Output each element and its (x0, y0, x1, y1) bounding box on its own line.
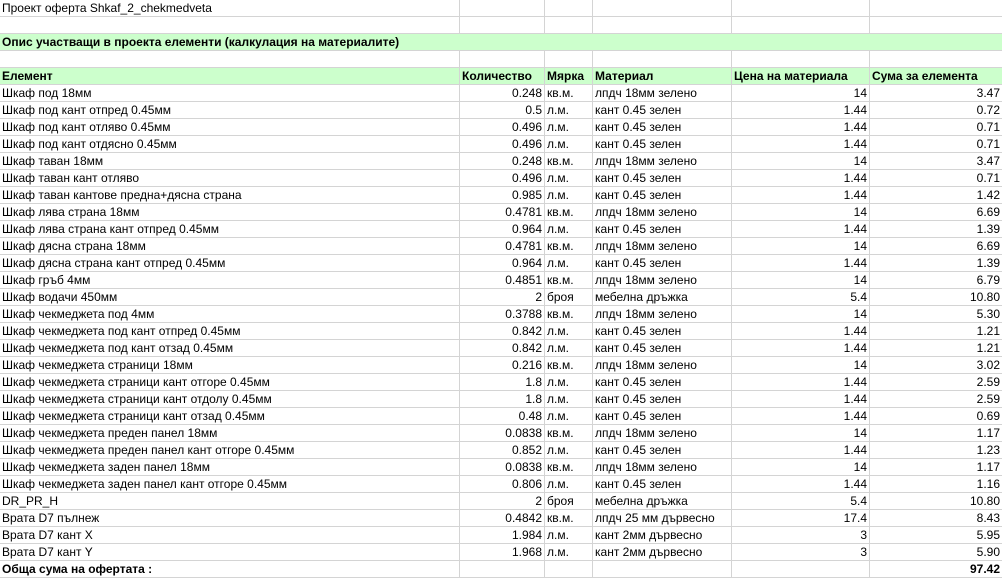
cell-element[interactable]: Шкаф чекмеджета страници 18мм (0, 357, 460, 374)
empty-cell[interactable] (732, 561, 870, 578)
cell-unit[interactable]: кв.м. (545, 272, 593, 289)
cell-sum[interactable]: 1.17 (870, 425, 1002, 442)
table-row (0, 442, 1002, 459)
table-row (0, 425, 1002, 442)
cell-material[interactable]: лпдч 18мм зелено (593, 204, 732, 221)
cell-element[interactable]: Шкаф чекмеджета преден панел кант отгоре 0.45мм (0, 442, 460, 459)
cell-element[interactable]: Шкаф дясна страна кант отпред 0.45мм (0, 255, 460, 272)
cell-unit[interactable]: кв.м. (545, 459, 593, 476)
cell-price[interactable]: 17.4 (732, 510, 870, 527)
cell-sum[interactable]: 6.79 (870, 272, 1002, 289)
cell-price[interactable]: 14 (732, 153, 870, 170)
cell-element[interactable]: Врата D7 кант Y (0, 544, 460, 561)
total-row (0, 561, 1002, 578)
empty-cell[interactable] (460, 0, 545, 17)
cell-sum[interactable]: 6.69 (870, 238, 1002, 255)
table-row (0, 493, 1002, 510)
cell-sum[interactable]: 2.59 (870, 391, 1002, 408)
cell-element[interactable]: Шкаф чекмеджета под кант отзад 0.45мм (0, 340, 460, 357)
empty-cell[interactable] (732, 51, 870, 68)
cell-price[interactable]: 1.44 (732, 221, 870, 238)
cell-unit[interactable]: л.м. (545, 408, 593, 425)
table-row (0, 340, 1002, 357)
cell-qty[interactable]: 0.806 (460, 476, 545, 493)
total-label[interactable]: Обща сума на офертата : (0, 561, 460, 578)
cell-price[interactable]: 14 (732, 306, 870, 323)
cell-sum[interactable]: 10.80 (870, 493, 1002, 510)
cell-sum[interactable]: 1.39 (870, 221, 1002, 238)
cell-unit[interactable]: л.м. (545, 187, 593, 204)
cell-sum[interactable]: 0.69 (870, 408, 1002, 425)
table-row (0, 374, 1002, 391)
section-row (0, 34, 1002, 51)
cell-element[interactable]: Шкаф чекмеджета под 4мм (0, 306, 460, 323)
cell-material[interactable]: кант 0.45 зелен (593, 408, 732, 425)
cell-material[interactable]: мебелна дръжка (593, 289, 732, 306)
cell-unit[interactable]: л.м. (545, 340, 593, 357)
cell-qty[interactable]: 0.4781 (460, 238, 545, 255)
cell-sum[interactable]: 5.90 (870, 544, 1002, 561)
cell-element[interactable]: Шкаф таван 18мм (0, 153, 460, 170)
cell-material[interactable]: лпдч 18мм зелено (593, 153, 732, 170)
cell-material[interactable]: кант 2мм дървесно (593, 527, 732, 544)
cell-qty[interactable]: 0.842 (460, 340, 545, 357)
table-row (0, 272, 1002, 289)
cell-material[interactable]: лпдч 18мм зелено (593, 459, 732, 476)
cell-material[interactable]: кант 0.45 зелен (593, 374, 732, 391)
cell-price[interactable]: 1.44 (732, 136, 870, 153)
empty-cell[interactable] (545, 17, 593, 34)
cell-sum[interactable]: 1.21 (870, 340, 1002, 357)
cell-unit[interactable]: л.м. (545, 323, 593, 340)
cell-material[interactable]: кант 0.45 зелен (593, 255, 732, 272)
empty-cell[interactable] (870, 0, 1002, 17)
cell-price[interactable]: 1.44 (732, 187, 870, 204)
cell-material[interactable]: кант 0.45 зелен (593, 340, 732, 357)
table-row (0, 544, 1002, 561)
section-title[interactable]: Опис участващи в проекта елементи (калкулация на материалите) (0, 34, 1002, 51)
cell-unit[interactable]: кв.м. (545, 153, 593, 170)
cell-qty[interactable]: 0.4851 (460, 272, 545, 289)
table-row (0, 187, 1002, 204)
header-element[interactable]: Елемент (0, 68, 460, 85)
total-value[interactable]: 97.42 (870, 561, 1002, 578)
cell-qty[interactable]: 0.0838 (460, 425, 545, 442)
cell-sum[interactable]: 1.42 (870, 187, 1002, 204)
cell-unit[interactable]: л.м. (545, 442, 593, 459)
empty-cell[interactable] (870, 51, 1002, 68)
table-row (0, 255, 1002, 272)
cell-unit[interactable]: кв.м. (545, 204, 593, 221)
header-sum[interactable]: Сума за елемента (870, 68, 1002, 85)
cell-unit[interactable]: л.м. (545, 102, 593, 119)
cell-material[interactable]: кант 0.45 зелен (593, 170, 732, 187)
cell-unit[interactable]: кв.м. (545, 425, 593, 442)
cell-material[interactable]: лпдч 18мм зелено (593, 306, 732, 323)
cell-material[interactable]: мебелна дръжка (593, 493, 732, 510)
cell-qty[interactable]: 0.852 (460, 442, 545, 459)
cell-element[interactable]: Шкаф под кант отпред 0.45мм (0, 102, 460, 119)
cell-unit[interactable]: л.м. (545, 119, 593, 136)
cell-sum[interactable]: 0.71 (870, 170, 1002, 187)
table-row (0, 102, 1002, 119)
cell-unit[interactable]: л.м. (545, 221, 593, 238)
cell-price[interactable]: 14 (732, 357, 870, 374)
cell-sum[interactable]: 3.02 (870, 357, 1002, 374)
table-row (0, 476, 1002, 493)
data-rows (0, 85, 1002, 561)
table-row (0, 119, 1002, 136)
cell-unit[interactable]: кв.м. (545, 85, 593, 102)
cell-sum[interactable]: 5.30 (870, 306, 1002, 323)
cell-qty[interactable]: 1.8 (460, 391, 545, 408)
title-row (0, 0, 1002, 17)
cell-material[interactable]: кант 0.45 зелен (593, 476, 732, 493)
cell-element[interactable]: Шкаф чекмеджета страници кант отдолу 0.45мм (0, 391, 460, 408)
cell-price[interactable]: 5.4 (732, 289, 870, 306)
cell-qty[interactable]: 0.248 (460, 85, 545, 102)
cell-element[interactable]: DR_PR_H (0, 493, 460, 510)
cell-qty[interactable]: 0.0838 (460, 459, 545, 476)
empty-cell[interactable] (460, 17, 545, 34)
table-row (0, 238, 1002, 255)
cell-element[interactable]: Врата D7 пълнеж (0, 510, 460, 527)
table-row (0, 204, 1002, 221)
offer-title[interactable]: Проект оферта Shkaf_2_chekmedveta (0, 0, 460, 17)
cell-sum[interactable]: 2.59 (870, 374, 1002, 391)
empty-cell[interactable] (593, 17, 732, 34)
cell-qty[interactable]: 1.968 (460, 544, 545, 561)
empty-cell[interactable] (0, 51, 460, 68)
cell-element[interactable]: Шкаф лява страна кант отпред 0.45мм (0, 221, 460, 238)
cell-unit[interactable]: кв.м. (545, 238, 593, 255)
cell-qty[interactable]: 0.496 (460, 170, 545, 187)
cell-element[interactable]: Врата D7 кант X (0, 527, 460, 544)
cell-element[interactable]: Шкаф таван кантове предна+дясна страна (0, 187, 460, 204)
cell-price[interactable]: 1.44 (732, 119, 870, 136)
cell-unit[interactable]: л.м. (545, 136, 593, 153)
cell-unit[interactable]: л.м. (545, 527, 593, 544)
cell-price[interactable]: 14 (732, 272, 870, 289)
cell-material[interactable]: лпдч 18мм зелено (593, 272, 732, 289)
table-row (0, 136, 1002, 153)
cell-unit[interactable]: л.м. (545, 544, 593, 561)
empty-cell[interactable] (870, 17, 1002, 34)
cell-price[interactable]: 14 (732, 85, 870, 102)
cell-element[interactable]: Шкаф чекмеджета заден панел кант отгоре 0.45мм (0, 476, 460, 493)
cell-price[interactable]: 14 (732, 459, 870, 476)
cell-qty[interactable]: 1.8 (460, 374, 545, 391)
table-row (0, 221, 1002, 238)
cell-unit[interactable]: кв.м. (545, 357, 593, 374)
cell-qty[interactable]: 0.48 (460, 408, 545, 425)
table-row (0, 289, 1002, 306)
cell-material[interactable]: кант 0.45 зелен (593, 102, 732, 119)
cell-sum[interactable]: 0.72 (870, 102, 1002, 119)
cell-sum[interactable]: 1.21 (870, 323, 1002, 340)
cell-material[interactable]: кант 0.45 зелен (593, 136, 732, 153)
cell-element[interactable]: Шкаф лява страна 18мм (0, 204, 460, 221)
cell-qty[interactable]: 0.3788 (460, 306, 545, 323)
cell-unit[interactable]: л.м. (545, 391, 593, 408)
cell-sum[interactable]: 1.17 (870, 459, 1002, 476)
cell-material[interactable]: кант 2мм дървесно (593, 544, 732, 561)
cell-material[interactable]: лпдч 18мм зелено (593, 85, 732, 102)
empty-row (0, 51, 1002, 68)
table-row (0, 510, 1002, 527)
cell-unit[interactable]: л.м. (545, 170, 593, 187)
empty-cell[interactable] (732, 17, 870, 34)
cell-qty[interactable]: 1.984 (460, 527, 545, 544)
cell-price[interactable]: 1.44 (732, 340, 870, 357)
cell-price[interactable]: 1.44 (732, 170, 870, 187)
cell-price[interactable]: 1.44 (732, 408, 870, 425)
cell-price[interactable]: 1.44 (732, 102, 870, 119)
cell-material[interactable]: кант 0.45 зелен (593, 187, 732, 204)
cell-element[interactable]: Шкаф под 18мм (0, 85, 460, 102)
table-row (0, 323, 1002, 340)
cell-element[interactable]: Шкаф чекмеджета под кант отпред 0.45мм (0, 323, 460, 340)
header-qty[interactable]: Количество (460, 68, 545, 85)
cell-element[interactable]: Шкаф чекмеджета страници кант отзад 0.45мм (0, 408, 460, 425)
cell-qty[interactable]: 0.496 (460, 136, 545, 153)
cell-material[interactable]: кант 0.45 зелен (593, 391, 732, 408)
empty-cell[interactable] (545, 0, 593, 17)
empty-cell[interactable] (593, 561, 732, 578)
cell-sum[interactable]: 8.43 (870, 510, 1002, 527)
cell-material[interactable]: лпдч 25 мм дървесно (593, 510, 732, 527)
table-row (0, 153, 1002, 170)
cell-price[interactable]: 1.44 (732, 323, 870, 340)
cell-price[interactable]: 1.44 (732, 255, 870, 272)
cell-sum[interactable]: 10.80 (870, 289, 1002, 306)
cell-unit[interactable]: кв.м. (545, 510, 593, 527)
cell-qty[interactable]: 0.985 (460, 187, 545, 204)
cell-qty[interactable]: 2 (460, 289, 545, 306)
cell-qty[interactable]: 0.4781 (460, 204, 545, 221)
cell-material[interactable]: кант 0.45 зелен (593, 221, 732, 238)
table-row (0, 408, 1002, 425)
header-row (0, 68, 1002, 85)
cell-qty[interactable]: 0.248 (460, 153, 545, 170)
cell-material[interactable]: лпдч 18мм зелено (593, 425, 732, 442)
cell-qty[interactable]: 0.496 (460, 119, 545, 136)
cell-unit[interactable]: броя (545, 289, 593, 306)
cell-price[interactable]: 5.4 (732, 493, 870, 510)
cell-sum[interactable]: 1.23 (870, 442, 1002, 459)
cell-qty[interactable]: 0.964 (460, 255, 545, 272)
cell-price[interactable]: 1.44 (732, 442, 870, 459)
empty-row (0, 17, 1002, 34)
cell-qty[interactable]: 0.964 (460, 221, 545, 238)
cell-price[interactable]: 14 (732, 238, 870, 255)
cell-sum[interactable]: 1.39 (870, 255, 1002, 272)
cell-unit[interactable]: броя (545, 493, 593, 510)
cell-price[interactable]: 1.44 (732, 476, 870, 493)
cell-sum[interactable]: 1.16 (870, 476, 1002, 493)
cell-price[interactable]: 14 (732, 425, 870, 442)
cell-element[interactable]: Шкаф чекмеджета преден панел 18мм (0, 425, 460, 442)
cell-sum[interactable]: 6.69 (870, 204, 1002, 221)
header-unit[interactable]: Мярка (545, 68, 593, 85)
table-row (0, 459, 1002, 476)
cell-qty[interactable]: 0.5 (460, 102, 545, 119)
header-price[interactable]: Цена на материала (732, 68, 870, 85)
cell-material[interactable]: лпдч 18мм зелено (593, 238, 732, 255)
cell-unit[interactable]: л.м. (545, 255, 593, 272)
empty-cell[interactable] (593, 51, 732, 68)
cell-element[interactable]: Шкаф под кант отдясно 0.45мм (0, 136, 460, 153)
cell-sum[interactable]: 0.71 (870, 119, 1002, 136)
cell-price[interactable]: 14 (732, 204, 870, 221)
cell-price[interactable]: 1.44 (732, 391, 870, 408)
cell-material[interactable]: кант 0.45 зелен (593, 442, 732, 459)
cell-qty[interactable]: 0.842 (460, 323, 545, 340)
empty-cell[interactable] (545, 51, 593, 68)
table-row (0, 527, 1002, 544)
empty-cell[interactable] (460, 561, 545, 578)
table-row (0, 391, 1002, 408)
cell-qty[interactable]: 0.4842 (460, 510, 545, 527)
cell-unit[interactable]: кв.м. (545, 306, 593, 323)
cell-qty[interactable]: 0.216 (460, 357, 545, 374)
cell-element[interactable]: Шкаф под кант отляво 0.45мм (0, 119, 460, 136)
cell-sum[interactable]: 3.47 (870, 85, 1002, 102)
cell-sum[interactable]: 5.95 (870, 527, 1002, 544)
table-row (0, 357, 1002, 374)
cell-material[interactable]: кант 0.45 зелен (593, 119, 732, 136)
cell-unit[interactable]: л.м. (545, 374, 593, 391)
cell-element[interactable]: Шкаф дясна страна 18мм (0, 238, 460, 255)
cell-element[interactable]: Шкаф чекмеджета страници кант отгоре 0.45мм (0, 374, 460, 391)
cell-element[interactable]: Шкаф чекмеджета заден панел 18мм (0, 459, 460, 476)
empty-cell[interactable] (0, 17, 460, 34)
cell-price[interactable]: 3 (732, 527, 870, 544)
cell-qty[interactable]: 2 (460, 493, 545, 510)
cell-sum[interactable]: 0.71 (870, 136, 1002, 153)
cell-sum[interactable]: 3.47 (870, 153, 1002, 170)
cell-material[interactable]: лпдч 18мм зелено (593, 357, 732, 374)
header-material[interactable]: Материал (593, 68, 732, 85)
cell-element[interactable]: Шкаф таван кант отляво (0, 170, 460, 187)
empty-cell[interactable] (545, 561, 593, 578)
empty-cell[interactable] (732, 0, 870, 17)
table-row (0, 306, 1002, 323)
empty-cell[interactable] (593, 0, 732, 17)
cell-unit[interactable]: л.м. (545, 476, 593, 493)
cell-element[interactable]: Шкаф гръб 4мм (0, 272, 460, 289)
table-row (0, 85, 1002, 102)
empty-cell[interactable] (460, 51, 545, 68)
cell-price[interactable]: 3 (732, 544, 870, 561)
cell-element[interactable]: Шкаф водачи 450мм (0, 289, 460, 306)
cell-material[interactable]: кант 0.45 зелен (593, 323, 732, 340)
table-row (0, 170, 1002, 187)
cell-price[interactable]: 1.44 (732, 374, 870, 391)
